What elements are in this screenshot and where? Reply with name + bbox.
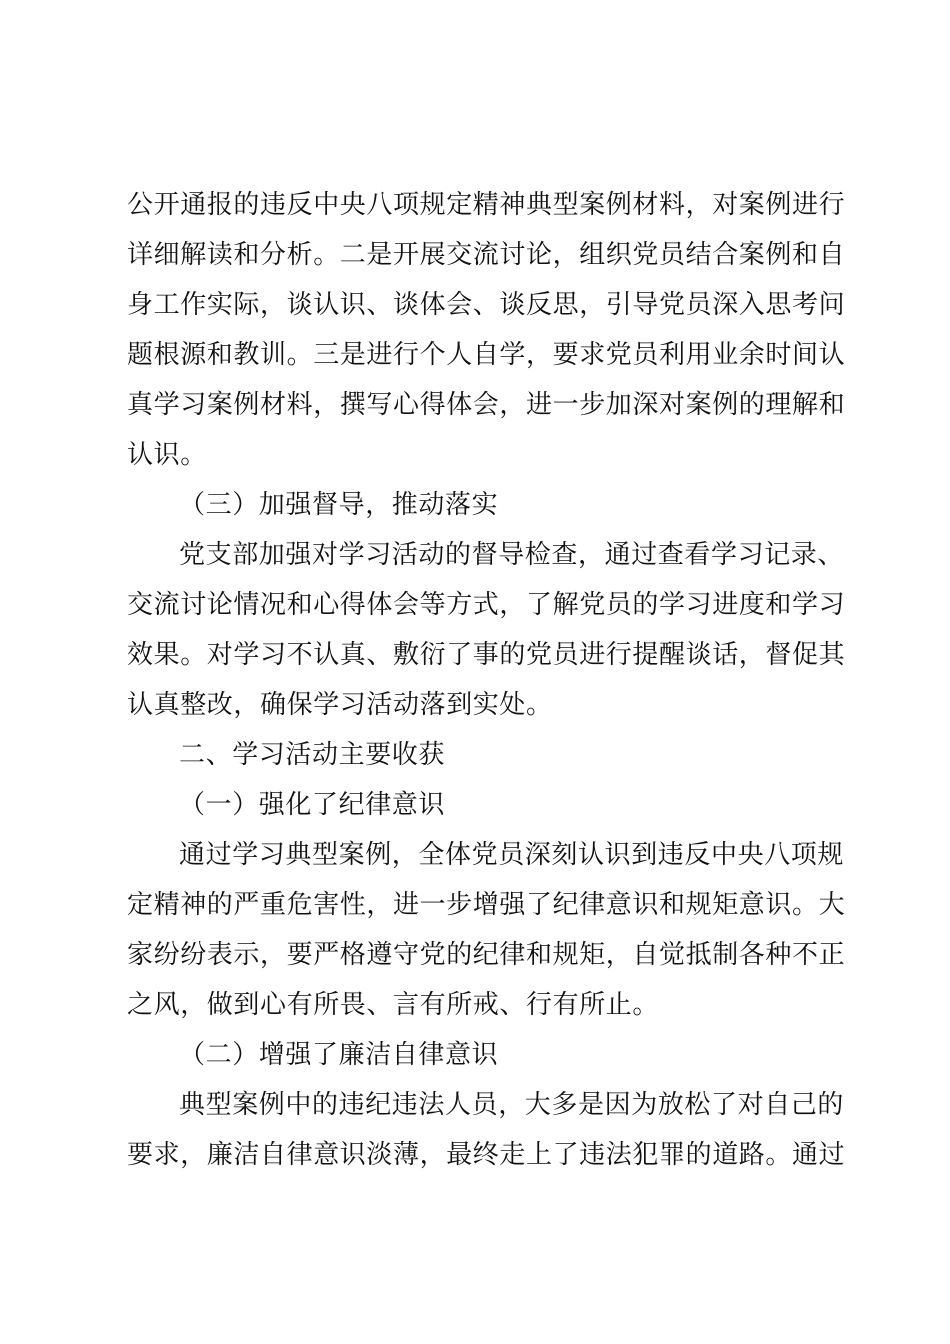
body-text-line: 要求，廉洁自律意识淡薄，最终走上了违法犯罪的道路。通过 [127, 1140, 846, 1170]
section-heading: （三）加强督导，推动落实 [179, 490, 499, 520]
body-text-line: 党支部加强对学习活动的督导检查，通过查看学习记录、 [179, 540, 845, 570]
body-text-line: 认识。 [127, 440, 207, 470]
section-heading: （二）增强了廉洁自律意识 [179, 1040, 499, 1070]
chapter-heading: 二、学习活动主要收获 [179, 740, 446, 770]
body-text-line: 认真整改，确保学习活动落到实处。 [127, 690, 553, 720]
body-text-line: 题根源和教训。三是进行个人自学，要求党员利用业余时间认 [127, 340, 846, 370]
body-text-line: 定精神的严重危害性，进一步增强了纪律意识和规矩意识。大 [127, 890, 846, 920]
body-text-line: 家纷纷表示，要严格遵守党的纪律和规矩，自觉抵制各种不正 [127, 940, 846, 970]
body-text-line: 身工作实际，谈认识、谈体会、谈反思，引导党员深入思考问 [127, 290, 846, 320]
body-text-line: 通过学习典型案例，全体党员深刻认识到违反中央八项规 [179, 840, 845, 870]
body-text-line: 详细解读和分析。二是开展交流讨论，组织党员结合案例和自 [127, 240, 846, 270]
body-text-line: 效果。对学习不认真、敷衍了事的党员进行提醒谈话，督促其 [127, 640, 846, 670]
body-text-line: 典型案例中的违纪违法人员，大多是因为放松了对自己的 [179, 1090, 845, 1120]
body-text-line: 之风，做到心有所畏、言有所戒、行有所止。 [127, 990, 660, 1020]
body-text-line: 公开通报的违反中央八项规定精神典型案例材料，对案例进行 [127, 190, 846, 220]
body-text-line: 交流讨论情况和心得体会等方式，了解党员的学习进度和学习 [127, 590, 846, 620]
section-heading: （一）强化了纪律意识 [179, 790, 446, 820]
body-text-line: 真学习案例材料，撰写心得体会，进一步加深对案例的理解和 [127, 390, 846, 420]
